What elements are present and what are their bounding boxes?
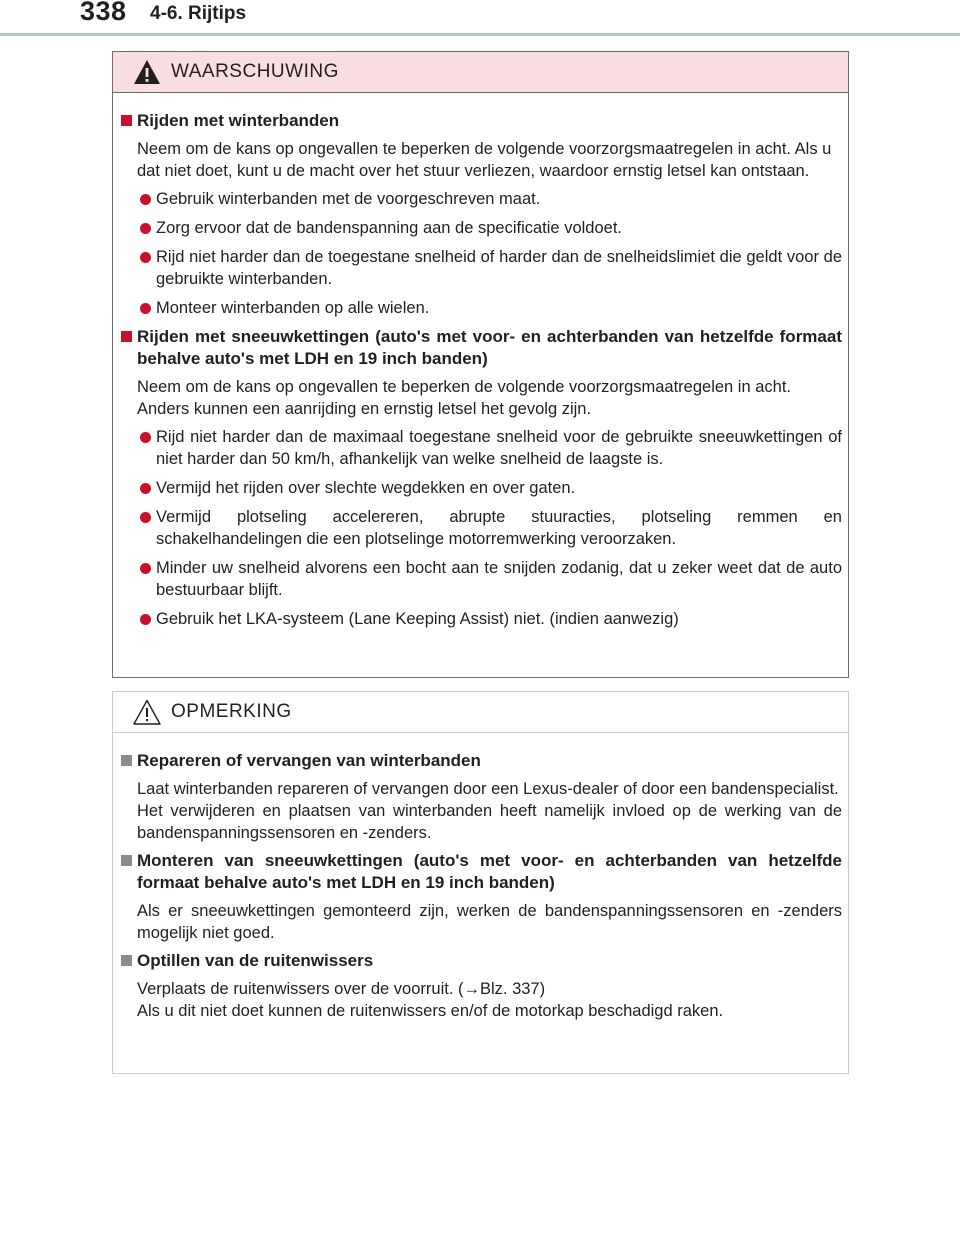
round-bullet-icon <box>140 614 151 625</box>
note-header <box>113 692 848 733</box>
page-number: 338 <box>80 0 127 26</box>
warning-paragraph: Neem om de kans op ongevallen te beperken de volgende voorzorgsmaatregelen in acht. Anders kunnen een aanrijding en ernstig letsel het gevolg zijn. <box>137 378 791 418</box>
warning-bullet: Monteer winterbanden op alle wielen. <box>121 297 842 319</box>
warning-title: WAARSCHUWING <box>171 61 339 82</box>
page-header <box>0 0 960 40</box>
square-bullet-icon <box>121 855 132 866</box>
notice-triangle-icon <box>133 699 161 725</box>
square-bullet-icon <box>121 755 132 766</box>
warning-bullet: Gebruik het LKA-systeem (Lane Keeping Assist) niet. (indien aanwezig) <box>121 608 842 630</box>
header-rule <box>0 33 960 36</box>
round-bullet-icon <box>140 194 151 205</box>
warning-bullet: Vermijd het rijden over slechte wegdekken en over gaten. <box>121 477 842 499</box>
note-content <box>121 750 842 1028</box>
note-heading: Repareren of vervangen van winterbanden <box>121 750 842 772</box>
round-bullet-icon <box>140 563 151 574</box>
warning-content <box>121 110 842 637</box>
round-bullet-icon <box>140 512 151 523</box>
warning-bullet: Minder uw snelheid alvorens een bocht aan te snijden zodanig, dat u zeker weet dat de auto bestuurbaar blijft. <box>121 557 842 601</box>
warning-header <box>113 52 848 93</box>
round-bullet-icon <box>140 252 151 263</box>
note-paragraph: Verplaats de ruitenwissers over de voorruit. (→Blz. 337) Als u dit niet doet kunnen de ruitenwissers en/of de motorkap beschadigd raken. <box>137 980 724 1020</box>
note-paragraph: Laat winterbanden repareren of vervangen door een Lexus-dealer of door een bandenspecialist. Het verwijderen en plaatsen van winterbanden heeft namelijk invloed op de werking van de bandenspanningssensoren en -zenders. <box>137 780 842 842</box>
warning-bullet: Gebruik winterbanden met de voorgeschreven maat. <box>121 188 842 210</box>
note-title: OPMERKING <box>171 701 292 722</box>
warning-box <box>112 51 849 678</box>
round-bullet-icon <box>140 432 151 443</box>
warning-heading: Rijden met sneeuwkettingen (auto's met voor- en achterbanden van hetzelfde formaat behalve auto's met LDH en 19 inch banden) <box>121 326 842 370</box>
warning-bullet: Vermijd plotseling accelereren, abrupte stuuracties, plotseling remmen en schakelhandelingen die een plotselinge motorremwerking veroorzaken. <box>121 506 842 550</box>
note-heading: Optillen van de ruitenwissers <box>121 950 842 972</box>
round-bullet-icon <box>140 303 151 314</box>
square-bullet-icon <box>121 955 132 966</box>
round-bullet-icon <box>140 483 151 494</box>
warning-bullet: Zorg ervoor dat de bandenspanning aan de specificatie voldoet. <box>121 217 842 239</box>
section-title: 4-6. Rijtips <box>150 3 247 24</box>
warning-heading: Rijden met winterbanden <box>121 110 842 132</box>
warning-bullet: Rijd niet harder dan de toegestane snelheid of harder dan de snelheidslimiet die geldt voor de gebruikte winterbanden. <box>121 246 842 290</box>
note-box <box>112 691 849 1074</box>
round-bullet-icon <box>140 223 151 234</box>
warning-bullet: Rijd niet harder dan de maximaal toegestane snelheid voor de gebruikte sneeuwkettingen of niet harder dan 50 km/h, afhankelijk van welke snelheid de laagste is. <box>121 426 842 470</box>
note-paragraph: Als er sneeuwkettingen gemonteerd zijn, werken de bandenspanningssensoren en -zenders mogelijk niet goed. <box>137 902 842 942</box>
warning-paragraph: Neem om de kans op ongevallen te beperken de volgende voorzorgsmaatregelen in acht. Als u dat niet doet, kunt u de macht over het stuur verliezen, waardoor ernstig letsel kan ontstaan. <box>137 140 832 180</box>
square-bullet-icon <box>121 115 132 126</box>
warning-triangle-icon <box>133 59 161 85</box>
note-heading: Monteren van sneeuwkettingen (auto's met voor- en achterbanden van hetzelfde formaat behalve auto's met LDH en 19 inch banden) <box>121 850 842 894</box>
square-bullet-icon <box>121 331 132 342</box>
